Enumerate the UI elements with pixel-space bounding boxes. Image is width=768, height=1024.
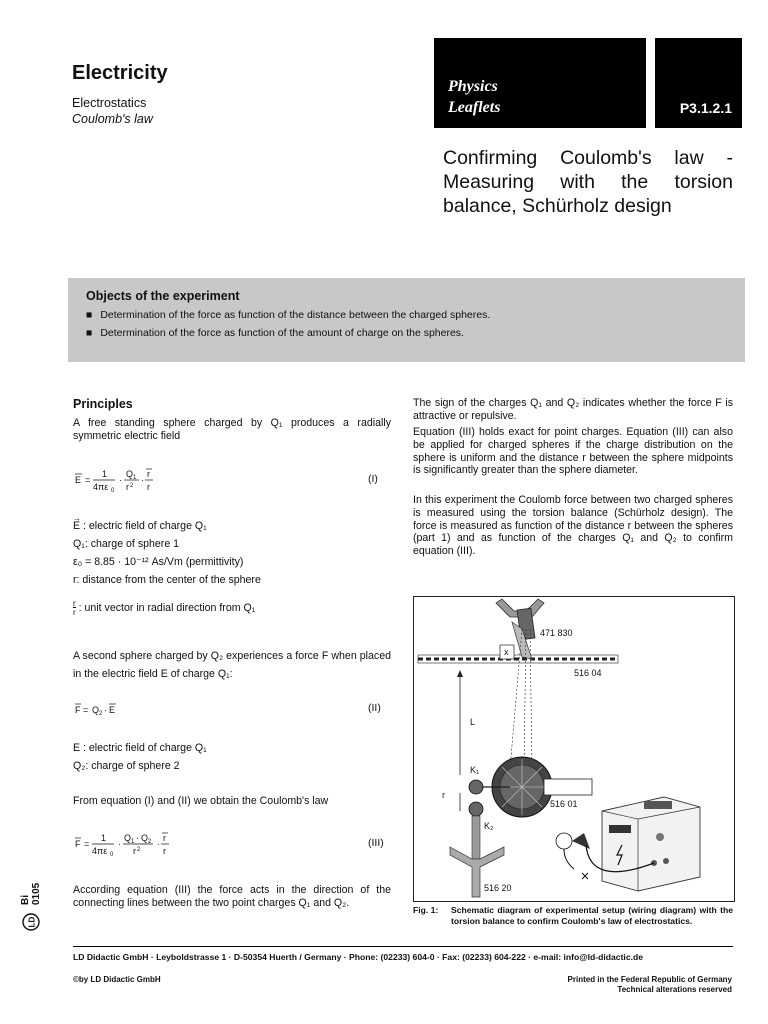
svg-text:r: r	[133, 846, 136, 856]
footer-address: LD Didactic GmbH · Leyboldstrasse 1 · D-50354 Huerth / Germany · Phone: (02233) 604-0 · Fax: (02233) 604-222 · e-mail: info@ld-didactic.de	[73, 952, 644, 962]
brand-line1: Physics	[448, 78, 498, 95]
def-unit-text: : unit vector in radial direction from Q₁	[78, 601, 256, 614]
equation-3	[73, 830, 393, 860]
svg-text:·: ·	[104, 705, 107, 715]
equation-3-formula	[73, 830, 333, 860]
svg-text:2: 2	[99, 711, 103, 717]
footer-divider	[73, 946, 733, 947]
svg-text:2: 2	[130, 483, 134, 489]
svg-text:1: 1	[133, 475, 137, 481]
svg-text:r: r	[147, 469, 150, 479]
principles-p2: A second sphere charged by Q₂ experiences a force F when placed in the electric field E of charge Q₁:	[73, 650, 391, 680]
def-eps: ε₀ = 8.85 · 10⁻¹² As/Vm (permittivity)	[73, 556, 244, 568]
svg-text:r: r	[147, 482, 150, 492]
def-q1: Q₁: charge of sphere 1	[73, 538, 180, 550]
def-efield: E → : electric field of charge Q₁	[73, 514, 207, 532]
svg-text:=: =	[83, 705, 89, 715]
svg-text:Q: Q	[126, 469, 134, 479]
def-efield-2: E : electric field of charge Q₁	[73, 742, 207, 754]
right-p2: Equation (III) holds exact for point charges. Equation (III) can also be applied for charged spheres if the charge distribution on the sphere is uniform and the distance r between the sphere midpoints is significantly greater than the sphere diameter.	[413, 426, 733, 477]
subcategory-text: Electrostatics	[72, 96, 147, 110]
def-efield-2-text: : electric field of charge Q₁	[83, 742, 207, 754]
label-51601: 516 01	[550, 799, 578, 809]
leaflet-code: P3.1.2.1	[679, 100, 732, 116]
label-x: x	[504, 647, 509, 657]
principles-p1: A free standing sphere charged by Q₁ produces a radially symmetric electric field	[73, 417, 391, 442]
footer-printed	[568, 975, 732, 995]
right-p1: The sign of the charges Q₁ and Q₂ indicates whether the force F is attractive or repulsive.	[413, 397, 733, 422]
def-r: r: distance from the center of the sphere	[73, 574, 261, 586]
experiment-figure	[413, 596, 735, 902]
svg-text:E: E	[109, 705, 116, 715]
label-K2: K₂	[484, 821, 494, 831]
brand-line2: Leaflets	[448, 99, 501, 116]
svg-text:0: 0	[111, 488, 115, 494]
principles-p4: According equation (III) the force acts in the direction of the connecting lines between the two point charges Q₁ and Q₂.	[73, 884, 391, 909]
setup-diagram	[414, 597, 734, 901]
svg-text:·: ·	[118, 839, 121, 849]
footer-printed-line2: Technical alterations reserved	[617, 985, 732, 994]
svg-text:·: ·	[119, 475, 122, 485]
svg-text:0: 0	[110, 852, 114, 858]
label-471830: 471 830	[540, 628, 573, 638]
label-K1: K₁	[470, 765, 480, 775]
svg-text:2: 2	[137, 847, 141, 853]
figure-caption-text: Schematic diagram of experimental setup (wiring diagram) with the torsion balance to confirm Coulomb's law of electrostatics.	[451, 905, 733, 926]
svg-text:r: r	[126, 482, 129, 492]
equation-2-formula	[73, 700, 153, 718]
side-code: Bi 0105	[20, 882, 42, 905]
right-p3: In this experiment the Coulomb force between two charged spheres is measured using the torsion balance (Schürholz design). The force is measured as function of the distance r between the spheres (part 1) and as function of the charges Q₁ and Q₂ to confirm equation (III).	[413, 494, 733, 558]
label-L: L	[470, 717, 476, 727]
objects-item: ■ Determination of the force as function of the distance between the charged spheres.	[86, 309, 490, 321]
svg-text:=: =	[85, 475, 91, 485]
svg-text:Q: Q	[141, 833, 149, 843]
principles-heading: Principles	[73, 397, 133, 411]
svg-text:4πε: 4πε	[92, 846, 108, 856]
leaflet-code-box	[655, 38, 742, 128]
svg-text:1: 1	[131, 839, 135, 845]
objects-list	[86, 309, 490, 345]
svg-text:r: r	[163, 833, 166, 843]
svg-text:r: r	[163, 846, 166, 856]
footer-copyright: ©by LD Didactic GmbH	[73, 975, 161, 984]
category-title: Electricity	[72, 62, 168, 84]
svg-text:Q: Q	[124, 833, 132, 843]
objects-box	[68, 278, 745, 362]
logo-text: LD	[27, 916, 37, 928]
equation-2	[73, 700, 393, 720]
svg-text:1: 1	[101, 833, 107, 843]
def-efield-text: : electric field of charge Q₁	[83, 520, 207, 532]
svg-text:=: =	[84, 839, 90, 849]
svg-text:E: E	[75, 475, 82, 485]
equation-2-number: (II)	[368, 702, 381, 714]
principles-p3: From equation (I) and (II) we obtain the Coulomb's law	[73, 795, 329, 807]
svg-text:2: 2	[148, 839, 152, 845]
svg-text:·: ·	[157, 839, 160, 849]
equation-1	[73, 466, 393, 496]
svg-text:F: F	[75, 705, 81, 715]
document-title: Confirming Coulomb's law - Measuring with the torsion balance, Schürholz design	[443, 147, 733, 217]
equation-1-number: (I)	[368, 473, 378, 485]
topic-text: Coulomb's law	[72, 112, 153, 126]
physics-leaflets-badge	[434, 38, 646, 128]
svg-text:·: ·	[141, 475, 144, 485]
svg-text:4πε: 4πε	[93, 482, 109, 492]
subcategory	[72, 95, 153, 127]
label-51604: 516 04	[574, 668, 602, 678]
svg-text:Q: Q	[92, 705, 100, 715]
svg-text:·: ·	[136, 833, 139, 843]
def-q2: Q₂: charge of sphere 2	[73, 760, 180, 772]
label-r: r	[442, 790, 445, 800]
objects-heading: Objects of the experiment	[86, 289, 240, 303]
svg-text:F: F	[75, 839, 81, 849]
equation-3-number: (III)	[368, 837, 384, 849]
footer-printed-line1: Printed in the Federal Republic of Germany	[567, 975, 732, 984]
svg-text:1: 1	[102, 469, 108, 479]
ld-logo-icon	[22, 913, 40, 931]
def-unit: r r : unit vector in radial direction from Q₁	[73, 599, 256, 617]
figure-caption-label: Fig. 1:	[413, 905, 439, 915]
objects-item: ■ Determination of the force as function of the amount of charge on the spheres.	[86, 327, 490, 339]
label-51620: 516 20	[484, 883, 512, 893]
equation-1-formula	[73, 466, 333, 496]
